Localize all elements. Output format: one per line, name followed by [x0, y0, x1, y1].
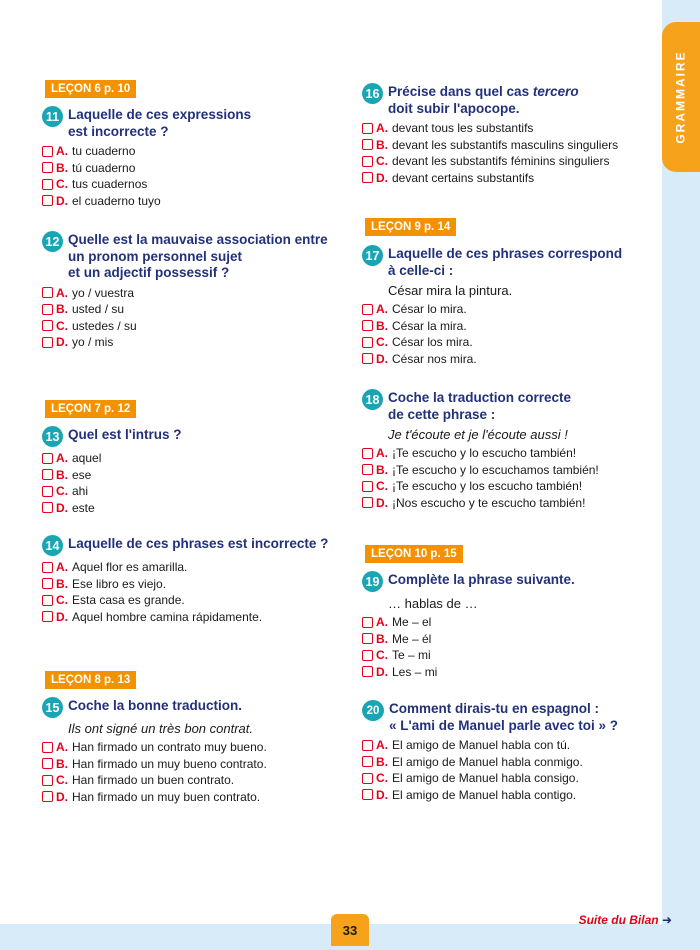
option-text: yo / mis	[72, 335, 114, 350]
question-line: un pronom personnel sujet	[68, 248, 243, 264]
answer-option[interactable]	[362, 478, 662, 495]
question-line: de cette phrase :	[388, 406, 496, 422]
option-letter: B.	[376, 631, 388, 646]
checkbox[interactable]	[42, 742, 53, 753]
checkbox[interactable]	[362, 448, 373, 459]
source-sentence: Ils ont signé un très bon contrat.	[68, 721, 253, 736]
option-text: devant certains substantifs	[392, 170, 535, 185]
checkbox[interactable]	[362, 304, 373, 315]
option-text: César los mira.	[392, 335, 473, 350]
option-text: El amigo de Manuel habla consigo.	[392, 771, 579, 786]
answer-option[interactable]	[362, 647, 662, 664]
options	[42, 285, 332, 351]
question-number: 19	[362, 571, 383, 592]
question-line: « L'ami de Manuel parle avec toi » ?	[389, 717, 619, 733]
question-17	[362, 245, 662, 367]
answer-option[interactable]	[362, 137, 662, 154]
checkbox[interactable]	[362, 497, 373, 508]
question-text	[388, 84, 579, 117]
checkbox[interactable]	[42, 611, 53, 622]
question-number: 13	[42, 426, 63, 447]
answer-option[interactable]	[362, 301, 662, 318]
option-letter: C.	[56, 318, 68, 333]
option-text: El amigo de Manuel habla conmigo.	[392, 754, 583, 769]
grammaire-tab[interactable]	[662, 22, 700, 172]
option-text: tus cuadernos	[72, 177, 148, 192]
option-letter: D.	[376, 351, 388, 366]
source-sentence: César mira la pintura.	[388, 283, 513, 298]
option-text: Aquel hombre camina rápidamente.	[72, 609, 263, 624]
checkbox[interactable]	[362, 650, 373, 661]
answer-option[interactable]	[42, 772, 332, 789]
checkbox[interactable]	[42, 775, 53, 786]
question-line-part: Précise dans quel cas	[388, 84, 533, 99]
answer-option[interactable]	[362, 120, 662, 137]
answer-option[interactable]	[42, 450, 332, 467]
option-letter: A.	[376, 121, 388, 136]
options	[42, 450, 332, 516]
answer-option[interactable]	[42, 789, 332, 806]
checkbox[interactable]	[42, 486, 53, 497]
answer-option[interactable]	[362, 495, 662, 512]
option-text: El amigo de Manuel habla contigo.	[392, 787, 577, 802]
question-line: Laquelle de ces phrases est incorrecte ?	[68, 536, 329, 551]
option-letter: B.	[56, 756, 68, 771]
option-text: Les – mi	[392, 664, 438, 679]
option-letter: B.	[376, 754, 388, 769]
question-text	[68, 232, 328, 282]
page-number: 33	[331, 914, 369, 946]
option-text: César lo mira.	[392, 302, 467, 317]
question-number: 20	[362, 700, 384, 721]
answer-option[interactable]	[42, 559, 332, 576]
question-text	[389, 701, 618, 734]
checkbox[interactable]	[42, 791, 53, 802]
options	[362, 301, 662, 367]
checkbox[interactable]	[42, 304, 53, 315]
answer-option[interactable]	[362, 770, 662, 787]
question-line: Complète la phrase suivante.	[388, 572, 575, 587]
answer-option[interactable]	[42, 483, 332, 500]
checkbox[interactable]	[362, 633, 373, 644]
lecon-10-label: LEÇON 10 p. 15	[365, 545, 463, 563]
question-number: 16	[362, 83, 383, 104]
question-text	[68, 698, 242, 715]
option-letter: B.	[376, 137, 388, 152]
option-letter: A.	[376, 615, 388, 630]
checkbox[interactable]	[362, 773, 373, 784]
option-text: devant les substantifs féminins singuliers	[392, 154, 610, 169]
answer-option[interactable]	[42, 592, 332, 609]
option-text: Me – el	[392, 615, 432, 630]
checkbox[interactable]	[42, 287, 53, 298]
checkbox[interactable]	[42, 469, 53, 480]
option-text: Han firmado un contrato muy bueno.	[72, 740, 267, 755]
option-text: Esta casa es grande.	[72, 593, 185, 608]
answer-option[interactable]	[362, 631, 662, 648]
option-text: César la mira.	[392, 318, 467, 333]
option-letter: B.	[56, 467, 68, 482]
option-text: ¡Te escucho y lo escuchamos también!	[392, 462, 599, 477]
question-number: 15	[42, 697, 63, 718]
lecon-9-label: LEÇON 9 p. 14	[365, 218, 456, 236]
option-letter: D.	[376, 170, 388, 185]
option-text: ustedes / su	[72, 318, 137, 333]
option-letter: C.	[376, 335, 388, 350]
checkbox[interactable]	[42, 146, 53, 157]
option-letter: C.	[376, 154, 388, 169]
source-sentence: … hablas de …	[388, 596, 478, 611]
option-letter: D.	[376, 664, 388, 679]
option-letter: A.	[56, 560, 68, 575]
option-text: Han firmado un muy buen contrato.	[72, 789, 261, 804]
lecon-6-label: LEÇON 6 p. 10	[45, 80, 136, 98]
question-number: 17	[362, 245, 383, 266]
option-text: César nos mira.	[392, 351, 477, 366]
question-line: Quel est l'intrus ?	[68, 427, 182, 442]
answer-option[interactable]	[362, 153, 662, 170]
question-13	[42, 426, 332, 516]
option-letter: A.	[56, 285, 68, 300]
question-number: 18	[362, 389, 383, 410]
checkbox[interactable]	[362, 139, 373, 150]
options	[42, 739, 332, 805]
option-letter: A.	[56, 144, 68, 159]
arrow-right-icon: ➜	[661, 913, 672, 927]
options	[362, 445, 662, 511]
question-14	[42, 535, 332, 625]
option-letter: A.	[376, 302, 388, 317]
answer-option[interactable]	[362, 445, 662, 462]
checkbox[interactable]	[362, 464, 373, 475]
option-text: Han firmado un muy bueno contrato.	[72, 756, 267, 771]
answer-option[interactable]	[362, 334, 662, 351]
question-line: est incorrecte ?	[68, 123, 169, 139]
option-letter: B.	[376, 462, 388, 477]
option-text: tú cuaderno	[72, 160, 136, 175]
answer-option[interactable]	[362, 318, 662, 335]
checkbox[interactable]	[42, 162, 53, 173]
checkbox[interactable]	[362, 617, 373, 628]
question-11	[42, 106, 332, 209]
question-line: Comment dirais-tu en espagnol :	[389, 701, 600, 716]
option-text: Ese libro es viejo.	[72, 576, 167, 591]
checkbox[interactable]	[362, 756, 373, 767]
option-letter: C.	[56, 773, 68, 788]
checkbox[interactable]	[362, 740, 373, 751]
question-text	[68, 427, 181, 444]
options	[362, 120, 662, 186]
lecon-8-label: LEÇON 8 p. 13	[45, 671, 136, 689]
option-letter: C.	[376, 771, 388, 786]
question-number: 11	[42, 106, 63, 127]
option-letter: A.	[376, 446, 388, 461]
option-text: el cuaderno tuyo	[72, 193, 161, 208]
checkbox[interactable]	[42, 578, 53, 589]
checkbox[interactable]	[362, 172, 373, 183]
lecon-7-label: LEÇON 7 p. 12	[45, 400, 136, 418]
answer-option[interactable]	[362, 754, 662, 771]
options	[362, 614, 662, 680]
option-text: usted / su	[72, 302, 125, 317]
option-letter: D.	[56, 193, 68, 208]
option-letter: A.	[56, 451, 68, 466]
option-letter: D.	[56, 500, 68, 515]
question-text	[388, 390, 571, 423]
checkbox[interactable]	[362, 353, 373, 364]
question-line-italic: tercero	[532, 84, 579, 99]
answer-option[interactable]	[42, 739, 332, 756]
question-text	[388, 246, 622, 279]
question-20	[362, 700, 662, 803]
option-text: ¡Nos escucho y te escucho también!	[392, 495, 586, 510]
checkbox[interactable]	[42, 320, 53, 331]
question-number: 14	[42, 535, 63, 556]
question-12	[42, 231, 332, 351]
checkbox[interactable]	[42, 595, 53, 606]
options	[42, 143, 332, 209]
checkbox[interactable]	[362, 337, 373, 348]
answer-option[interactable]	[42, 301, 332, 318]
question-line: doit subir l'apocope.	[388, 100, 520, 116]
answer-option[interactable]	[42, 576, 332, 593]
option-text: ¡Te escucho y lo escucho también!	[392, 446, 577, 461]
answer-option[interactable]	[362, 351, 662, 368]
question-line: à celle-ci :	[388, 262, 454, 278]
option-letter: B.	[56, 160, 68, 175]
answer-option[interactable]	[42, 160, 332, 177]
option-text: Aquel flor es amarilla.	[72, 560, 188, 575]
answer-option[interactable]	[42, 193, 332, 210]
option-text: devant les substantifs masculins singuliers	[392, 137, 619, 152]
checkbox[interactable]	[362, 481, 373, 492]
checkbox[interactable]	[362, 156, 373, 167]
options	[42, 559, 332, 625]
question-16	[362, 83, 662, 186]
question-line: Laquelle de ces expressions	[68, 107, 252, 122]
option-text: aquel	[72, 451, 102, 466]
option-text: devant tous les substantifs	[392, 121, 534, 136]
option-letter: A.	[56, 740, 68, 755]
question-line: Laquelle de ces phrases correspond	[388, 246, 623, 261]
option-text: yo / vuestra	[72, 285, 135, 300]
question-number: 12	[42, 231, 63, 252]
suite-du-bilan-link[interactable]	[579, 913, 672, 927]
suite-du-bilan-label: Suite du Bilan	[578, 913, 659, 927]
option-letter: C.	[56, 177, 68, 192]
question-text	[68, 536, 328, 553]
source-sentence: Je t'écoute et je l'écoute aussi !	[388, 427, 568, 442]
checkbox[interactable]	[42, 453, 53, 464]
option-letter: A.	[376, 738, 388, 753]
question-line: Quelle est la mauvaise association entre	[68, 232, 328, 247]
grammaire-tab-label: GRAMMAIRE	[674, 50, 689, 144]
answer-option[interactable]	[42, 467, 332, 484]
answer-option[interactable]	[362, 737, 662, 754]
question-line: Coche la bonne traduction.	[68, 698, 243, 713]
question-line	[388, 84, 579, 101]
checkbox[interactable]	[362, 320, 373, 331]
checkbox[interactable]	[42, 337, 53, 348]
answer-option[interactable]	[362, 664, 662, 681]
question-19	[362, 571, 662, 680]
checkbox[interactable]	[42, 502, 53, 513]
question-line: et un adjectif possessif ?	[68, 265, 230, 280]
option-text: Te – mi	[392, 648, 431, 663]
option-text: ese	[72, 467, 92, 482]
option-letter: C.	[376, 479, 388, 494]
option-letter: B.	[376, 318, 388, 333]
checkbox[interactable]	[362, 123, 373, 134]
answer-option[interactable]	[362, 614, 662, 631]
answer-option[interactable]	[42, 756, 332, 773]
option-text: Me – él	[392, 631, 432, 646]
option-letter: C.	[56, 593, 68, 608]
option-letter: D.	[56, 609, 68, 624]
question-text	[68, 107, 251, 140]
answer-option[interactable]	[362, 462, 662, 479]
option-text: este	[72, 500, 95, 515]
option-letter: D.	[56, 335, 68, 350]
option-letter: C.	[56, 484, 68, 499]
checkbox[interactable]	[362, 666, 373, 677]
checkbox[interactable]	[42, 179, 53, 190]
answer-option[interactable]	[42, 318, 332, 335]
answer-option[interactable]	[42, 143, 332, 160]
checkbox[interactable]	[362, 789, 373, 800]
answer-option[interactable]	[362, 170, 662, 187]
checkbox[interactable]	[42, 562, 53, 573]
option-text: El amigo de Manuel habla con tú.	[392, 738, 571, 753]
question-15	[42, 697, 332, 805]
question-18	[362, 389, 662, 511]
options	[362, 737, 662, 803]
answer-option[interactable]	[42, 500, 332, 517]
checkbox[interactable]	[42, 758, 53, 769]
answer-option[interactable]	[42, 334, 332, 351]
option-letter: D.	[376, 787, 388, 802]
question-line: Coche la traduction correcte	[388, 390, 572, 405]
answer-option[interactable]	[42, 609, 332, 626]
option-text: tu cuaderno	[72, 144, 136, 159]
option-letter: D.	[376, 495, 388, 510]
option-text: Han firmado un buen contrato.	[72, 773, 235, 788]
option-letter: B.	[56, 302, 68, 317]
option-text: ¡Te escucho y los escucho también!	[392, 479, 583, 494]
question-text	[388, 572, 575, 589]
checkbox[interactable]	[42, 195, 53, 206]
answer-option[interactable]	[42, 176, 332, 193]
answer-option[interactable]	[362, 787, 662, 804]
option-letter: C.	[376, 648, 388, 663]
answer-option[interactable]	[42, 285, 332, 302]
option-text: ahi	[72, 484, 89, 499]
option-letter: B.	[56, 576, 68, 591]
option-letter: D.	[56, 789, 68, 804]
